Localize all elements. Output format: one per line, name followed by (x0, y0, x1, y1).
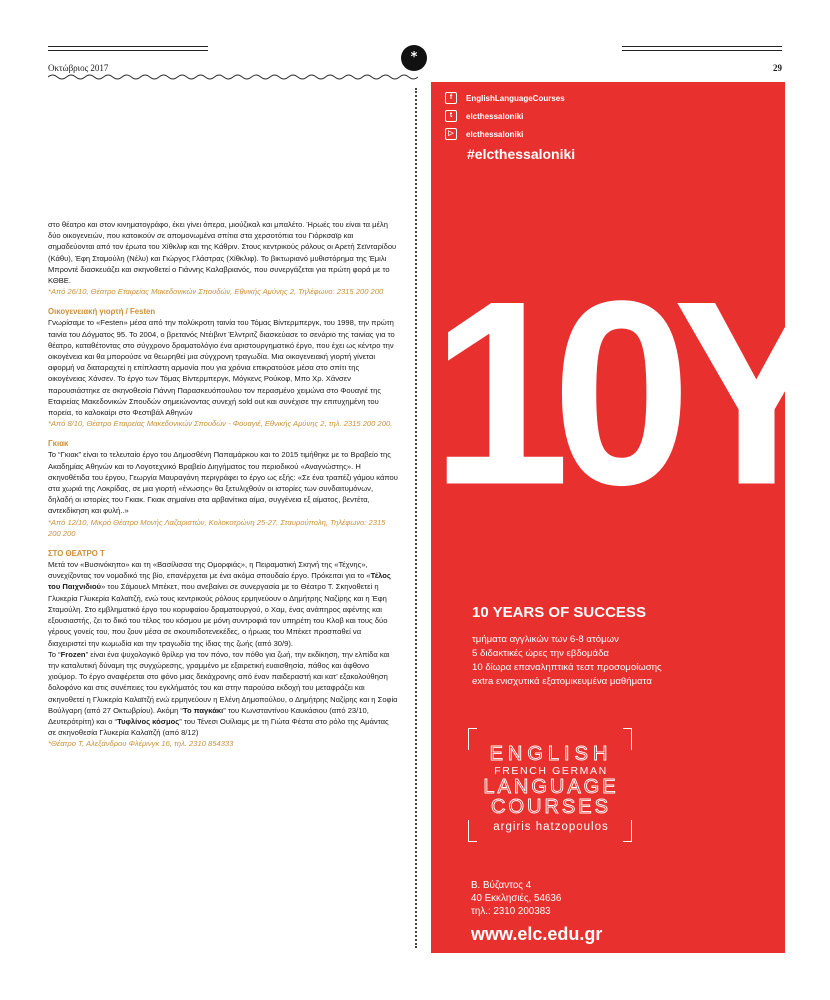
intro-info: *Από 26/10, Θέατρο Εταιρείας Μακεδονικών Σπουδών, Εθνικής Αμύνης 2, Τηλέφωνο: 2315 200 200 (48, 287, 384, 297)
section-info-festen: *Από 8/10, Θέατρο Εταιρείας Μακεδονικών Σπουδών - Φουαγιέ, Εθνικής Αμύνης 2, τηλ. 2315 200 200. (48, 419, 393, 429)
logo-french-german: FRENCH GERMAN (494, 765, 608, 777)
address (471, 879, 561, 918)
section-body-theatre-t-p1: Μετά τον «Βυσινόκηπο» και τη «Βασίλισσα της Ομορφιάς», η Πειραματική Σκηνή της «Τέχνης», συνεχίζοντας τον νομαδικό της βίο, επανέρχεται με ένα ακόμα σπουδαίο έργο. Πρόκειται για το «Τέλος του Παιχνιδιού» του Σάμουελ Μπέκετ, που ανεβαίνει σε συνεργασία με το Θέατρο Τ. Σκηνοθετεί η Γλυκερία Γλυκερία Καλαϊτζή, ενώ τους κεντρικούς ρόλους ερμηνεύουν ο Δημήτρης Ναζίρης και η Έφη Σταμούλη. Στο εμβληματικό έργο του κορυφαίου δραματουργού, ο Χαμ, ένας ανάπηρος αφέντης και εξουσιαστής, ζει το δικό του τέλος του κόσμου με μόνη συντροφιά τον υπηρέτη του Κλοβ και τους δύο γέρους γονείς του, που ζουν μέσα σε σκουπιδοτενεκέδες, ο ήρωας του Μπέκετ προσπαθεί να διαχειριστεί την κωμωδία και την τραγωδία της ίδιας της ζωής (από 30/9). (48, 560, 391, 648)
intro-text: στο θέατρο και στον κινηματογράφο, έκει γίνει όπερα, μιούζικαλ και μπαλέτο. Ήρωές του είναι τα μέλη δύο οικογενειών, που κατοικούν σε απομονωμένα σπίτια στα χερσοτόπια του Γιόρκσαϊρ και σημαδεύονται από τον έρωτα του Χίθκλιφ και της Κάθριν. Στους κεντρικούς ρόλους οι Αρετή Σεϊνταρίδου (Κάθυ), Έφη Σταμούλη (Νέλυ) και Γιώργος Γλάστρας (Χίθκλιφ). Το βικτωριανό μυθιστόρημα της Έμιλι Μπροντέ διασκευάζει και σκηνοθετεί ο Γιάννης Καλαβριανός, που συνεργάζεται για πρώτη φορά με το ΚΘΒΕ. (48, 220, 397, 286)
logo-owner: argiris hatzopoulos (493, 821, 609, 833)
header-rule-right-bottom (622, 50, 782, 51)
hashtag[interactable]: #elcthessaloniki (467, 146, 576, 162)
header-rule-right-top (622, 46, 782, 47)
header-rule-left-top (48, 46, 208, 47)
wavy-divider (48, 73, 418, 81)
social-twitter-label: elcthessaloniki (466, 111, 524, 121)
section-body-theatre-t-p2: Το “Frozen” είναι ένα ψυχολογικό θρίλερ για τον πόνο, τον πόθο για ζωή, την εκδίκηση, την ελπίδα και την καταλυτική δύναμη της συγχώρεσης, γραμμένο με εξαιρετική ευαισθησία, πάθος και άφθονο χιούμορ. Το έργο αναφέρεται στο φόνο μιας δεκάχρονης από έναν παιδεραστή και κατ’ εξακολούθηση δολοφόνο και στις συνέπειες του εγκλήματός του και στην παρούσα εκδοχή του μεταφράζει και σκηνοθετεί η Γλυκερία Καλαϊτζή ενώ ερμηνεύουν η Ελένη Δημοπούλου, ο Δημήτρης Ναζίρης και η Σοφία Βούλγαρη (από 27 Οκτωβρίου). Ακόμη “Το παγκάκι” του Κωνσταντίνου Καυκάσιου (από 23/10, Δευτερότρίτη) και ο “Τυφλίνος κόσμος” του Τένεσι Ουίλιαμς με τη Γιώτα Φέστα στο ρόλο της Αμάντας σε σκηνοθεσία Γλυκερία Καλαϊτζή (από 8/12) (48, 649, 398, 738)
elc-advertisement (431, 82, 822, 953)
facebook-icon: f (445, 92, 457, 104)
social-youtube[interactable] (445, 128, 523, 140)
issue-date: Οκτώβριος 2017 (48, 63, 109, 73)
section-title-theatre-t: ΣΤΟ ΘΕΑΤΡΟ Τ (48, 549, 105, 559)
social-facebook[interactable] (445, 92, 565, 104)
feature-item: τμήματα αγγλικών των 6-8 ατόμων (472, 634, 619, 645)
elc-logo (468, 728, 632, 842)
social-youtube-label: elcthessaloniki (466, 129, 524, 139)
twitter-icon: t (445, 110, 457, 122)
feature-list (472, 633, 662, 689)
feature-item: extra ενισχυτικά εξατομικευμένα μαθήματα (472, 676, 652, 687)
ten-years-logo: 10Y (431, 246, 822, 540)
header-rule-left-bottom (48, 50, 208, 51)
logo-english: ENGLISH (489, 743, 613, 765)
social-twitter[interactable] (445, 110, 523, 122)
youtube-icon: ▷ (445, 128, 457, 140)
feature-item: 10 δίωρα επαναληπτικά τεστ προσομοίωσης (472, 662, 662, 673)
section-info-gkiak: *Από 12/10, Μικρό Θέατρο Μονής Λαζαριστών, Κολοκοτρώνη 25-27, Σταυρούπολη, Τηλέφωνο: 2315 200 200 (48, 517, 386, 538)
logo-language: LANGUAGE (483, 776, 619, 798)
header-badge: * (401, 45, 427, 71)
article-column (48, 219, 398, 750)
feature-item: 5 διδακτικές ώρες την εβδομάδα (472, 648, 609, 659)
social-facebook-label: EnglishLanguageCourses (466, 93, 565, 103)
section-body-festen: Γνωρίσαμε το «Festen» μέσα από την πολύκροτη ταινία του Τόμας Βίντερμπεργκ, του 1998, την πρώτη ταινία του Δόγματος 95. Το 2004, ο βρετανός Ντέιβιντ Έλντριτζ διασκεύασε το σενάριο της ταινίας για το θέατρο, καταθέτοντας στο σύγχρονο δραματολόγιο ένα αριστουργηματικό έργο, που έχει ως κέντρο την οικογένεια και θα μπορούσε να θεωρηθεί μια σύγχρονη τραγωδία. Μια οικογενειακή γιορτή γίνεται αφορμή να διαταραχτεί η επίπλαστη αρμονία που για χρόνια επικρατούσε μέσα στο σπίτι της οικογένειας Χάνσεν. Το έργο των Τόμας Βίντερμπεργκ, Μόγκενς Ρούκοφ, Μπο Χρ. Χάνσεν παρουσιάστηκε σε σκηνοθεσία Γιάννη Παρασκευόπουλου τον περασμένο χειμώνα στο Φουαγιέ της Εταιρείας Μακεδονικών Σπουδών σημειώνοντας συνεχή sold out και συνέχισε την επιτυχημένη του πορεία, το καλοκαίρι στο Φεστιβάλ Αθηνών (48, 318, 395, 418)
column-divider (415, 88, 417, 948)
address-line: Β. Βύζαντος 4 (471, 880, 532, 891)
page-number: 29 (773, 63, 782, 73)
logo-courses: COURSES (491, 796, 611, 818)
address-line: 40 Εκκλησιές, 54636 (471, 893, 562, 904)
success-heading: 10 YEARS OF SUCCESS (472, 604, 646, 621)
section-info-theatre-t: *Θέατρο Τ, Αλεξάνδρου Φλέμινγκ 16, τηλ. 2310 854333 (48, 739, 234, 749)
phone: τηλ.: 2310 200383 (471, 906, 551, 917)
website-link[interactable]: www.elc.edu.gr (471, 924, 603, 944)
section-title-festen: Οικογενειακή γιορτή / Festen (48, 307, 156, 317)
section-body-gkiak: Το “Γκιακ” είναι το τελευταίο έργο του Δημοσθένη Παπαμάρκου και το 2015 τιμήθηκε με το Βραβείο της Ακαδημίας Αθηνών και το Λογοτεχνικό Βραβείο Διηγήματος του περιοδικού «Αναγνώστης». Η σκηνοθέτιδα του έργου, Γεωργία Μαυραγάνη περιγράφει το έργο ως εξής: «Σε ένα τραπέζι γάμου κάπου στα χωριά της Λοκρίδας, σε μια γιορτή «ένωσης» θα ξετυλιχθούν οι ιστορίες των συνδαιτυμόνων, δηλαδή οι ιστορίες του Γκιακ. Γκιακ σημαίνει στα αρβανίτικα αίμα, συγγένεια εξ αίματος, βεντέτα, αντεκδίκηση και φυλή..» (48, 450, 398, 516)
section-title-gkiak: Γκιακ (48, 439, 69, 449)
